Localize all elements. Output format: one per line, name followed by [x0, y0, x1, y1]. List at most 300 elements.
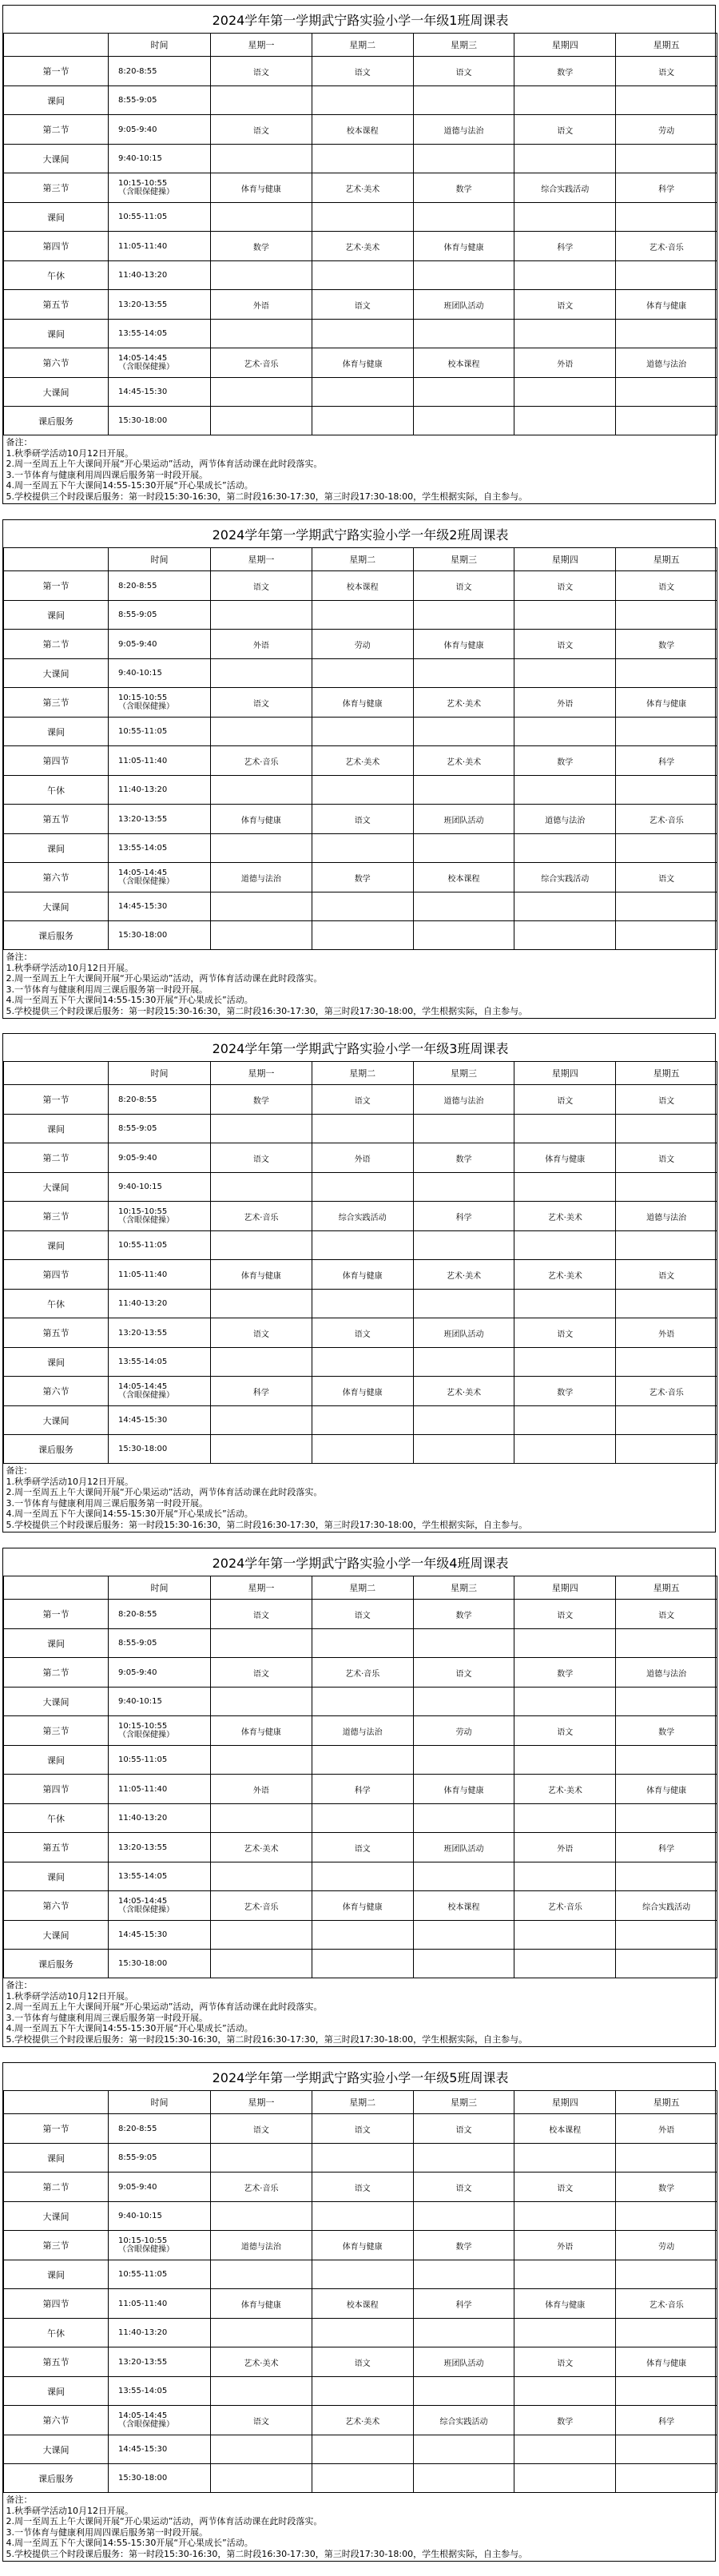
empty-cell: [211, 2377, 312, 2406]
period-name: 大课间: [4, 378, 109, 407]
time-line: （含眼保健操）: [118, 363, 174, 372]
lesson-cell: 语文: [211, 1318, 312, 1348]
time-line: 11:05-11:40: [118, 756, 168, 765]
period-time: [109, 688, 211, 718]
time-line: 10:15-10:55: [118, 2236, 168, 2245]
period-time: [109, 2231, 211, 2260]
empty-cell: [616, 1746, 717, 1775]
period-name: 课间: [4, 1746, 109, 1775]
time-line: 9:40-10:15: [118, 669, 162, 678]
lesson-cell: 语文: [514, 1318, 616, 1348]
empty-cell: [211, 378, 312, 407]
time-line: 10:15-10:55: [118, 694, 168, 702]
table-row: [4, 1115, 717, 1143]
timetable-title: 2024学年第一学期武宁路实验小学一年级3班周课表: [4, 1034, 717, 1062]
lesson-cell: 班团队活动: [413, 1318, 514, 1348]
time-line: 15:30-18:00: [118, 416, 168, 425]
lesson-cell: 语文: [413, 571, 514, 601]
note-line: 4.周一至周五下午大课间14:55-15:30开展“开心果成长”活动。: [6, 1509, 253, 1519]
column-header: 星期二: [312, 34, 413, 57]
lesson-cell: 校本课程: [312, 115, 413, 145]
time-line: 15:30-18:00: [118, 1445, 168, 1453]
lesson-cell: 语文: [312, 290, 413, 320]
period-time: [109, 601, 211, 630]
lesson-cell: 校本课程: [312, 571, 413, 601]
empty-cell: [616, 659, 717, 688]
lesson-cell: 班团队活动: [413, 290, 514, 320]
lesson-cell: 道德与法治: [312, 1716, 413, 1746]
period-name: 第四节: [4, 2289, 109, 2319]
note-line: 1.秋季研学活动10月12日开展。: [6, 447, 133, 459]
empty-cell: [616, 892, 717, 921]
empty-cell: [514, 1688, 616, 1716]
empty-cell: [413, 718, 514, 746]
period-time: [109, 261, 211, 290]
table-row: [4, 1318, 717, 1348]
period-name: 第四节: [4, 1260, 109, 1290]
time-line: （含眼保健操）: [118, 2245, 174, 2254]
lesson-cell: 语文: [616, 1143, 717, 1173]
empty-cell: [514, 921, 616, 950]
empty-cell: [514, 1950, 616, 1978]
period-name: 第六节: [4, 1891, 109, 1921]
table-row: [4, 863, 717, 892]
lesson-cell: 艺术·美术: [211, 1833, 312, 1862]
lesson-cell: 艺术·美术: [413, 1260, 514, 1290]
lesson-cell: 艺术·音乐: [211, 348, 312, 378]
lesson-cell: 科学: [616, 1833, 717, 1862]
empty-cell: [616, 1629, 717, 1658]
empty-cell: [312, 1804, 413, 1833]
period-name: 课后服务: [4, 2464, 109, 2493]
period-time: [109, 776, 211, 805]
column-header: 星期四: [514, 1062, 616, 1085]
time-line: 10:15-10:55: [118, 1722, 168, 1731]
period-time: [109, 1716, 211, 1746]
notes: [4, 950, 717, 1019]
table-row: [4, 659, 717, 688]
table-row: [4, 1290, 717, 1318]
period-time: [109, 718, 211, 746]
lesson-cell: 数学: [413, 1600, 514, 1629]
table-row: [4, 2406, 717, 2435]
empty-cell: [616, 2377, 717, 2406]
table-row: [4, 290, 717, 320]
empty-cell: [312, 261, 413, 290]
time-line: 11:05-11:40: [118, 241, 168, 251]
lesson-cell: 体育与健康: [211, 1260, 312, 1290]
empty-cell: [211, 86, 312, 115]
empty-cell: [514, 659, 616, 688]
lesson-cell: 语文: [211, 2114, 312, 2144]
time-line: 8:55-9:05: [118, 1124, 157, 1133]
time-line: 9:40-10:15: [118, 154, 162, 163]
column-header: 时间: [109, 34, 211, 57]
lesson-cell: 语文: [616, 571, 717, 601]
empty-cell: [211, 601, 312, 630]
empty-cell: [616, 378, 717, 407]
empty-cell: [413, 2202, 514, 2231]
period-time: [109, 1348, 211, 1377]
period-name: 第二节: [4, 1143, 109, 1173]
time-line: 13:20-13:55: [118, 300, 168, 309]
empty-cell: [413, 776, 514, 805]
table-row: [4, 1833, 717, 1862]
time-line: 8:20-8:55: [118, 1095, 157, 1104]
empty-cell: [211, 1290, 312, 1318]
lesson-cell: 语文: [616, 863, 717, 892]
time-line: 10:55-11:05: [118, 213, 168, 221]
lesson-cell: 数学: [514, 2406, 616, 2435]
time-line: 9:05-9:40: [118, 125, 157, 134]
table-row: [4, 2173, 717, 2202]
empty-cell: [616, 601, 717, 630]
empty-cell: [413, 1231, 514, 1260]
empty-cell: [514, 1862, 616, 1891]
period-time: [109, 1833, 211, 1862]
period-time: [109, 834, 211, 863]
period-name: 大课间: [4, 1406, 109, 1435]
lesson-cell: 外语: [514, 348, 616, 378]
lesson-cell: 外语: [211, 1775, 312, 1804]
lesson-cell: 数学: [413, 173, 514, 203]
lesson-cell: 体育与健康: [312, 1377, 413, 1406]
lesson-cell: 语文: [312, 2114, 413, 2144]
empty-cell: [211, 1435, 312, 1464]
empty-cell: [514, 2319, 616, 2347]
table-row: [4, 2231, 717, 2260]
notes: [4, 2493, 717, 2562]
column-header: 星期五: [616, 548, 717, 571]
lesson-cell: 外语: [211, 290, 312, 320]
time-line: 14:05-14:45: [118, 869, 168, 877]
note-line: 2.周一至周五上午大课间开展“开心果运动”活动，两节体育活动课在此时段落实。: [6, 1487, 323, 1497]
time-line: 9:05-9:40: [118, 2182, 157, 2192]
empty-cell: [514, 2202, 616, 2231]
lesson-cell: 体育与健康: [312, 348, 413, 378]
empty-cell: [312, 1688, 413, 1716]
period-time: [109, 1173, 211, 1202]
empty-cell: [514, 601, 616, 630]
lesson-cell: 道德与法治: [616, 348, 717, 378]
empty-cell: [616, 1804, 717, 1833]
period-name: 午休: [4, 261, 109, 290]
period-name: 第五节: [4, 1318, 109, 1348]
empty-cell: [312, 718, 413, 746]
column-header: 时间: [109, 2091, 211, 2114]
lesson-cell: 语文: [514, 630, 616, 659]
period-name: 课间: [4, 203, 109, 232]
empty-cell: [211, 407, 312, 435]
empty-cell: [312, 834, 413, 863]
time-line: 11:40-13:20: [118, 271, 168, 280]
timetable-title: 2024学年第一学期武宁路实验小学一年级5班周课表: [4, 2063, 717, 2091]
period-name: 大课间: [4, 1173, 109, 1202]
empty-cell: [312, 1173, 413, 1202]
period-name: 第四节: [4, 232, 109, 261]
period-name: 课间: [4, 2260, 109, 2289]
table-row: [4, 320, 717, 348]
table-row: [4, 173, 717, 203]
lesson-cell: 艺术·音乐: [211, 2173, 312, 2202]
time-line: 14:45-15:30: [118, 1416, 168, 1425]
period-time: [109, 1658, 211, 1688]
empty-cell: [413, 1115, 514, 1143]
lesson-cell: 科学: [413, 2289, 514, 2319]
lesson-cell: 道德与法治: [616, 1658, 717, 1688]
lesson-cell: 道德与法治: [211, 2231, 312, 2260]
lesson-cell: 语文: [211, 1600, 312, 1629]
empty-cell: [211, 892, 312, 921]
empty-cell: [616, 1115, 717, 1143]
empty-cell: [514, 1231, 616, 1260]
period-time: [109, 173, 211, 203]
lesson-cell: 数学: [312, 863, 413, 892]
period-name: 课后服务: [4, 921, 109, 950]
empty-cell: [413, 203, 514, 232]
lesson-cell: 数学: [211, 232, 312, 261]
empty-cell: [514, 86, 616, 115]
time-line: 8:20-8:55: [118, 66, 157, 76]
empty-cell: [211, 1231, 312, 1260]
schedule-table: [3, 1548, 717, 2046]
period-name: 午休: [4, 1290, 109, 1318]
period-name: 第五节: [4, 805, 109, 834]
empty-cell: [616, 86, 717, 115]
note-line: 5.学校提供三个时段课后服务：第一时段15:30-16:30，第二时段16:30-17:30，第三时段17:30-18:00，学生根据实际，自主参与。: [6, 2548, 528, 2559]
table-row: [4, 834, 717, 863]
note-line: 备注：: [6, 437, 33, 447]
empty-cell: [514, 145, 616, 173]
empty-cell: [616, 261, 717, 290]
empty-cell: [514, 378, 616, 407]
time-line: 13:55-14:05: [118, 1358, 168, 1366]
empty-cell: [413, 2319, 514, 2347]
lesson-cell: 数学: [211, 1085, 312, 1115]
lesson-cell: 艺术·音乐: [211, 1202, 312, 1231]
empty-cell: [413, 261, 514, 290]
time-line: （含眼保健操）: [118, 188, 174, 197]
empty-cell: [211, 718, 312, 746]
empty-cell: [312, 601, 413, 630]
period-time: [109, 57, 211, 86]
lesson-cell: 科学: [211, 1377, 312, 1406]
period-time: [109, 1115, 211, 1143]
table-row: [4, 2114, 717, 2144]
lesson-cell: 语文: [211, 2406, 312, 2435]
table-row: [4, 1891, 717, 1921]
time-line: 14:05-14:45: [118, 1382, 168, 1391]
table-row: [4, 1688, 717, 1716]
time-line: 8:20-8:55: [118, 581, 157, 590]
empty-cell: [413, 1435, 514, 1464]
empty-cell: [211, 1921, 312, 1950]
time-line: 9:05-9:40: [118, 1153, 157, 1163]
empty-cell: [211, 2144, 312, 2173]
empty-cell: [616, 2144, 717, 2173]
empty-cell: [413, 2260, 514, 2289]
table-row: [4, 1202, 717, 1231]
lesson-cell: 劳动: [616, 2231, 717, 2260]
table-row: [4, 1950, 717, 1978]
period-time: [109, 1085, 211, 1115]
empty-cell: [211, 2202, 312, 2231]
empty-cell: [413, 2377, 514, 2406]
lesson-cell: 语文: [312, 805, 413, 834]
lesson-cell: 体育与健康: [413, 630, 514, 659]
note-line: 2.周一至周五上午大课间开展“开心果运动”活动，两节体育活动课在此时段落实。: [6, 973, 323, 984]
empty-cell: [514, 892, 616, 921]
lesson-cell: 体育与健康: [514, 2289, 616, 2319]
table-row: [4, 1716, 717, 1746]
period-time: [109, 1202, 211, 1231]
lesson-cell: 班团队活动: [413, 2347, 514, 2377]
empty-cell: [514, 1173, 616, 1202]
period-name: 第五节: [4, 1833, 109, 1862]
period-time: [109, 1804, 211, 1833]
lesson-cell: 艺术·音乐: [514, 1891, 616, 1921]
corner-cell: [4, 1576, 109, 1600]
period-time: [109, 805, 211, 834]
period-name: 第三节: [4, 1716, 109, 1746]
table-row: [4, 1173, 717, 1202]
lesson-cell: 语文: [514, 115, 616, 145]
empty-cell: [616, 1688, 717, 1716]
empty-cell: [413, 1921, 514, 1950]
empty-cell: [514, 1348, 616, 1377]
lesson-cell: 综合实践活动: [514, 173, 616, 203]
period-time: [109, 2435, 211, 2464]
table-row: [4, 1377, 717, 1406]
lesson-cell: 外语: [616, 1318, 717, 1348]
timetable-title: 2024学年第一学期武宁路实验小学一年级1班周课表: [4, 6, 717, 34]
period-name: 第一节: [4, 1600, 109, 1629]
note-line: 1.秋季研学活动10月12日开展。: [6, 2505, 133, 2516]
lesson-cell: 艺术·美术: [514, 1260, 616, 1290]
column-header: 星期一: [211, 34, 312, 57]
period-name: 第三节: [4, 173, 109, 203]
period-time: [109, 1862, 211, 1891]
empty-cell: [514, 776, 616, 805]
lesson-cell: 数学: [514, 746, 616, 776]
period-time: [109, 86, 211, 115]
lesson-cell: 艺术·美术: [211, 2347, 312, 2377]
empty-cell: [514, 1804, 616, 1833]
table-row: [4, 1260, 717, 1290]
lesson-cell: 体育与健康: [211, 805, 312, 834]
empty-cell: [312, 1921, 413, 1950]
empty-cell: [616, 776, 717, 805]
period-time: [109, 378, 211, 407]
period-time: [109, 320, 211, 348]
period-time: [109, 1688, 211, 1716]
period-time: [109, 348, 211, 378]
period-name: 午休: [4, 1804, 109, 1833]
empty-cell: [514, 1629, 616, 1658]
empty-cell: [312, 1290, 413, 1318]
column-header: 星期二: [312, 548, 413, 571]
period-name: 第六节: [4, 863, 109, 892]
column-header: 星期五: [616, 1062, 717, 1085]
empty-cell: [616, 1950, 717, 1978]
lesson-cell: 语文: [616, 1085, 717, 1115]
period-time: [109, 571, 211, 601]
time-line: 10:55-11:05: [118, 1755, 168, 1764]
time-line: 14:45-15:30: [118, 2445, 168, 2454]
column-header: 星期三: [413, 2091, 514, 2114]
period-name: 第六节: [4, 1377, 109, 1406]
empty-cell: [413, 601, 514, 630]
empty-cell: [413, 378, 514, 407]
time-line: （含眼保健操）: [118, 1216, 174, 1225]
empty-cell: [211, 1862, 312, 1891]
table-row: [4, 1143, 717, 1173]
empty-cell: [514, 2377, 616, 2406]
period-name: 第六节: [4, 348, 109, 378]
table-row: [4, 2319, 717, 2347]
empty-cell: [413, 1348, 514, 1377]
table-row: [4, 1746, 717, 1775]
time-line: 8:55-9:05: [118, 610, 157, 619]
table-row: [4, 1921, 717, 1950]
period-time: [109, 1143, 211, 1173]
period-name: 第一节: [4, 57, 109, 86]
empty-cell: [312, 203, 413, 232]
period-name: 课间: [4, 601, 109, 630]
period-name: 课后服务: [4, 1435, 109, 1464]
note-line: 备注：: [6, 1465, 33, 1476]
time-line: 10:15-10:55: [118, 1207, 168, 1216]
empty-cell: [616, 1290, 717, 1318]
period-time: [109, 1775, 211, 1804]
empty-cell: [211, 1115, 312, 1143]
empty-cell: [413, 1862, 514, 1891]
period-name: 第四节: [4, 1775, 109, 1804]
period-time: [109, 2319, 211, 2347]
lesson-cell: 数学: [514, 57, 616, 86]
lesson-cell: 劳动: [616, 115, 717, 145]
table-row: [4, 776, 717, 805]
lesson-cell: 艺术·美术: [413, 746, 514, 776]
period-time: [109, 863, 211, 892]
lesson-cell: 语文: [514, 1716, 616, 1746]
period-name: 课间: [4, 1862, 109, 1891]
lesson-cell: 道德与法治: [616, 1202, 717, 1231]
time-line: 9:05-9:40: [118, 639, 157, 649]
period-name: 第一节: [4, 1085, 109, 1115]
empty-cell: [413, 892, 514, 921]
lesson-cell: 艺术·美术: [312, 173, 413, 203]
lesson-cell: 外语: [514, 1833, 616, 1862]
time-line: 9:40-10:15: [118, 1697, 162, 1706]
lesson-cell: 道德与法治: [514, 805, 616, 834]
table-row: [4, 2377, 717, 2406]
empty-cell: [211, 1746, 312, 1775]
lesson-cell: 艺术·音乐: [616, 805, 717, 834]
period-name: 第五节: [4, 2347, 109, 2377]
period-time: [109, 2173, 211, 2202]
empty-cell: [211, 203, 312, 232]
class-timetable: [2, 519, 716, 1019]
period-time: [109, 1746, 211, 1775]
lesson-cell: 语文: [514, 1600, 616, 1629]
time-line: 11:40-13:20: [118, 1814, 168, 1823]
corner-cell: [4, 2091, 109, 2114]
empty-cell: [312, 1746, 413, 1775]
lesson-cell: 数学: [514, 1377, 616, 1406]
time-line: 13:20-13:55: [118, 1328, 168, 1338]
empty-cell: [616, 834, 717, 863]
